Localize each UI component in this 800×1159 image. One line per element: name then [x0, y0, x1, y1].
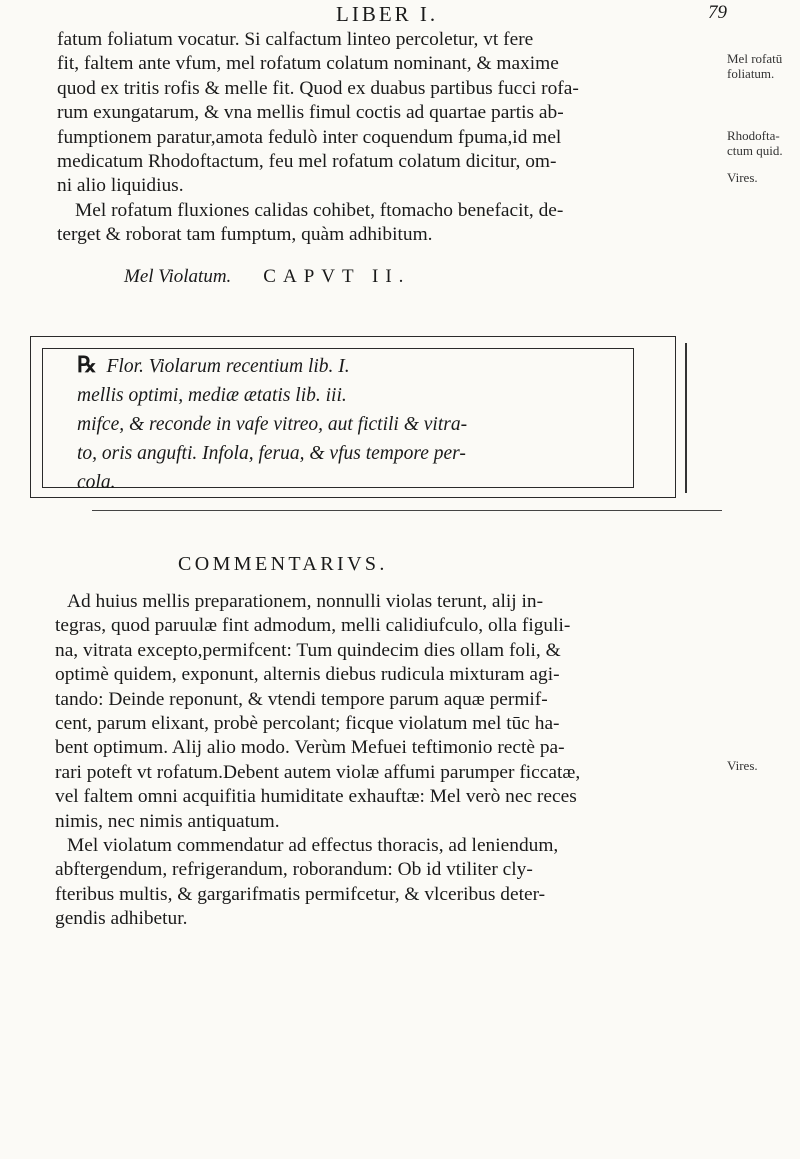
margin-note-line: Vires.: [727, 170, 758, 185]
text-line: gendis adhibetur.: [55, 908, 188, 930]
recipe-line: [77, 350, 467, 381]
text-line: na, vitrata excepto,permifcent: Tum quindecim dies ollam foli, &: [55, 639, 561, 661]
page-number: 79: [708, 2, 727, 23]
text-line: Mel rofatum fluxiones calidas cohibet, ftomacho benefacit, de-: [75, 199, 564, 221]
margin-note-line: foliatum.: [727, 66, 775, 81]
frame-bracket: [675, 343, 687, 493]
text-line: tando: Deinde reponunt, & vtendi tempore parum aquæ permif-: [55, 688, 548, 710]
text-line: fumptionem paratur,amota fedulò inter coquendum fpuma,id mel: [57, 126, 562, 148]
recipe-line: mellis optimi, mediæ ætatis lib. iii.: [77, 385, 347, 406]
text-line: Ad huius mellis preparationem, nonnulli violas terunt, alij in-: [67, 591, 544, 612]
text-line: abftergendum, refrigerandum, roborandum: Ob id vtiliter cly-: [55, 859, 533, 881]
text-line: fit, faltem ante vfum, mel rofatum colatum nominant, & maxime: [57, 53, 559, 75]
margin-note-line: Rhodofta-: [727, 128, 780, 143]
recipe-box: [77, 350, 467, 497]
margin-note-vires: [727, 170, 799, 185]
paragraph-commentary: [55, 590, 725, 932]
recipe-line: mifce, & reconde in vafe vitreo, aut fictili & vitra-: [77, 414, 468, 435]
recipe-symbol: ℞: [77, 352, 97, 377]
text-line: cent, parum elixant, probè percolant; ficque violatum mel tūc ha-: [55, 713, 560, 735]
text-line: quod ex tritis rofis & melle fit. Quod ex duabus partibus fucci rofa-: [57, 77, 579, 99]
text-line: terget & roborat tam fumptum, quàm adhibitum.: [57, 224, 433, 246]
recipe-line: to, oris angufti. Infola, ferua, & vfus tempore per-: [77, 443, 466, 464]
margin-note-line: Mel rofatū: [727, 51, 783, 66]
margin-note-line: ctum quid.: [727, 143, 783, 158]
text-line: medicatum Rhodoftactum, feu mel rofatum colatum dicitur, om-: [57, 151, 557, 173]
recipe-line-text: Flor. Violarum recentium lib. I.: [106, 356, 350, 377]
text-line: optimè quidem, exponunt, alternis diebus rudicula mixturam agi-: [55, 664, 560, 686]
chapter-label: CAPVT II.: [263, 266, 411, 287]
margin-note-vires-2: [727, 758, 799, 773]
text-line: bent optimum. Alij alio modo. Verùm Mefuei teftimonio rectè pa-: [55, 737, 565, 759]
text-line: nimis, nec nimis antiquatum.: [55, 810, 280, 832]
commentary-heading: COMMENTARIVS.: [178, 553, 388, 575]
text-line: fteribus multis, & gargarifmatis permifcetur, & vlceribus deter-: [55, 883, 546, 905]
text-line: fatum foliatum vocatur. Si calfactum linteo percoletur, vt fere: [57, 29, 534, 50]
text-line: tegras, quod paruulæ fint admodum, melli calidiufculo, olla figuli-: [55, 615, 571, 637]
paragraph-rosatum: [57, 28, 717, 248]
margin-note-rhodostactum: [727, 128, 799, 158]
text-line: Mel violatum commendatur ad effectus thoracis, ad leniendum,: [67, 835, 559, 857]
text-line: ni alio liquidius.: [57, 175, 184, 197]
margin-note-rosatum-foliatum: [727, 51, 799, 81]
text-line: vel faltem omni acquifitia humiditate exhauftæ: Mel verò nec reces: [55, 786, 577, 808]
chapter-title: Mel Violatum.: [124, 266, 232, 287]
margin-note-line: Vires.: [727, 758, 758, 773]
text-line: rari poteft vt rofatum.Debent autem violæ affumi parumper ficcatæ,: [55, 761, 581, 783]
page-header: [0, 0, 800, 30]
running-head: LIBER I.: [336, 2, 439, 26]
text-line: rum exungatarum, & vna mellis fimul coctis ad quartae partis ab-: [57, 102, 564, 124]
section-divider: [92, 510, 722, 511]
chapter-heading: [124, 266, 410, 288]
recipe-line: cola.: [77, 472, 116, 493]
